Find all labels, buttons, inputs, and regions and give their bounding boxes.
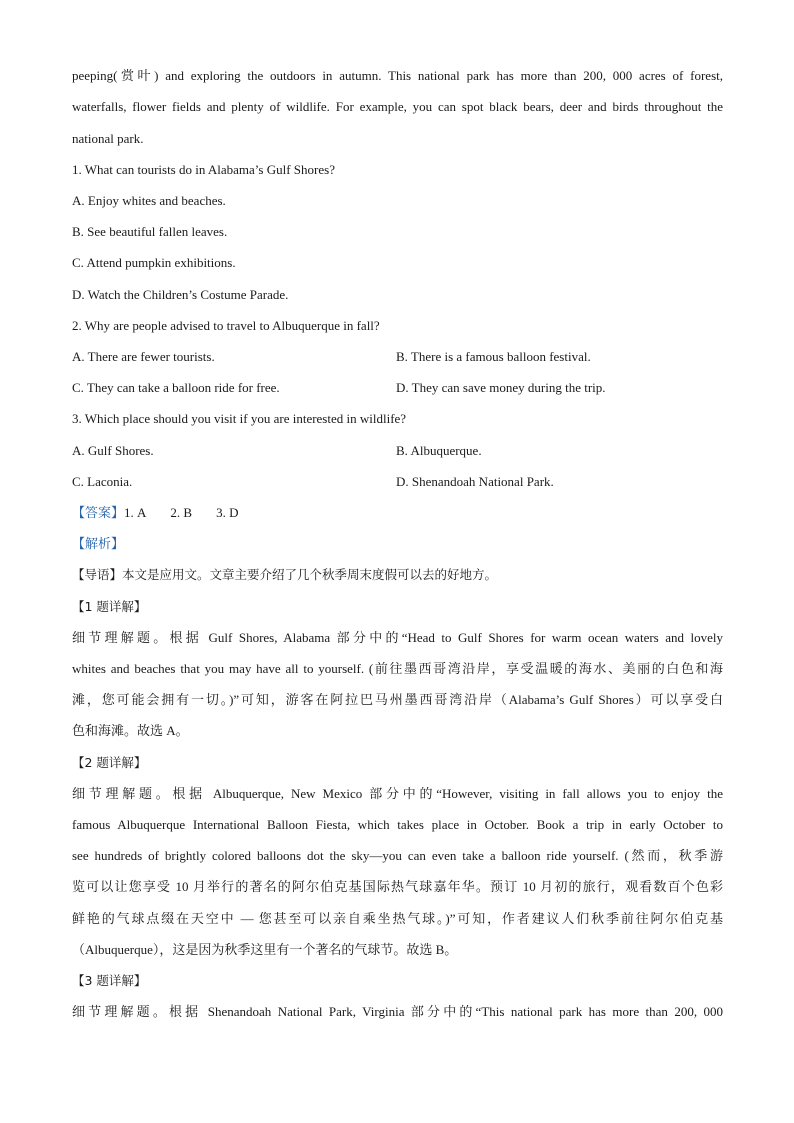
- option: B. Albuquerque.: [396, 443, 482, 458]
- section-text-line: whites and beaches that you may have all to yourself. (前往墨西哥湾沿岸，享受温暖的海水、美丽的白色和海: [72, 661, 723, 676]
- option: D. Watch the Children’s Costume Parade.: [72, 287, 289, 302]
- answer-label: 【答案】: [72, 506, 125, 521]
- section-text-line: famous Albuquerque International Balloon Fiesta, which takes place in October. Book a trip in early October to: [72, 817, 723, 832]
- option: D. They can save money during the trip.: [396, 380, 606, 395]
- option: C. Attend pumpkin exhibitions.: [72, 255, 236, 270]
- guide-label: 【导语】: [72, 567, 123, 582]
- answer-item: 3. D: [216, 505, 239, 520]
- section-text-line: （Albuquerque），这是因为秋季这里有一个著名的气球节。故选 B。: [72, 942, 458, 957]
- section-text-line: 鲜艳的气球点缀在天空中 — 您甚至可以亲自乘坐热气球。)”可知，作者建议人们秋季前往阿尔伯克基: [72, 911, 723, 926]
- option: B. There is a famous balloon festival.: [396, 349, 591, 364]
- section-text-line: 滩，您可能会拥有一切。)”可知，游客在阿拉巴马州墨西哥湾沿岸（Alabama’s Gulf Shores）可以享受白: [72, 692, 723, 707]
- passage-line: waterfalls, flower fields and plenty of wildlife. For example, you can spot black bears, deer and birds throughout the: [72, 99, 723, 114]
- answer-line: [72, 505, 238, 522]
- option: A. Enjoy whites and beaches.: [72, 193, 226, 208]
- guide-text: 本文是应用文。文章主要介绍了几个秋季周末度假可以去的好地方。: [122, 567, 498, 582]
- option: A. Gulf Shores.: [72, 443, 154, 458]
- option: A. There are fewer tourists.: [72, 349, 215, 364]
- passage-line: peeping(赏叶) and exploring the outdoors in autumn. This national park has more than 200, 000 acres of forest,: [72, 68, 723, 83]
- question-stem: 2. Why are people advised to travel to Albuquerque in fall?: [72, 318, 380, 333]
- passage-line: national park.: [72, 131, 144, 146]
- analysis-heading: [72, 536, 124, 553]
- option: D. Shenandoah National Park.: [396, 474, 554, 489]
- guide-line: [72, 567, 497, 583]
- section-heading: 【1 题详解】: [72, 599, 147, 614]
- section-heading: 【2 题详解】: [72, 755, 147, 770]
- option: C. They can take a balloon ride for free.: [72, 380, 280, 395]
- option: B. See beautiful fallen leaves.: [72, 224, 228, 239]
- section-text-line: 览可以让您享受 10 月举行的著名的阿尔伯克基国际热气球嘉年华。预订 10 月初的旅行，观看数百个色彩: [72, 879, 723, 894]
- question-stem: 1. What can tourists do in Alabama’s Gulf Shores?: [72, 162, 335, 177]
- section-text-line: see hundreds of brightly colored balloons dot the sky—you can even take a balloon ride yourself. (然而，秋季游: [72, 848, 723, 863]
- analysis-label: 【解析】: [72, 537, 125, 552]
- section-text-line: 细节理解题。根据 Gulf Shores, Alabama 部分中的“Head to Gulf Shores for warm ocean waters and lovely: [72, 630, 723, 645]
- section-heading: 【3 题详解】: [72, 973, 147, 988]
- section-text-line: 色和海滩。故选 A。: [72, 723, 189, 738]
- question-stem: 3. Which place should you visit if you are interested in wildlife?: [72, 411, 407, 426]
- section-text-line: 细节理解题。根据 Shenandoah National Park, Virginia 部分中的“This national park has more than 200, 000: [72, 1004, 723, 1019]
- answer-item: 1. A: [124, 505, 147, 520]
- option: C. Laconia.: [72, 474, 133, 489]
- answer-item: 2. B: [170, 505, 193, 520]
- section-text-line: 细节理解题。根据 Albuquerque, New Mexico 部分中的“However, visiting in fall allows you to enjoy the: [72, 786, 723, 801]
